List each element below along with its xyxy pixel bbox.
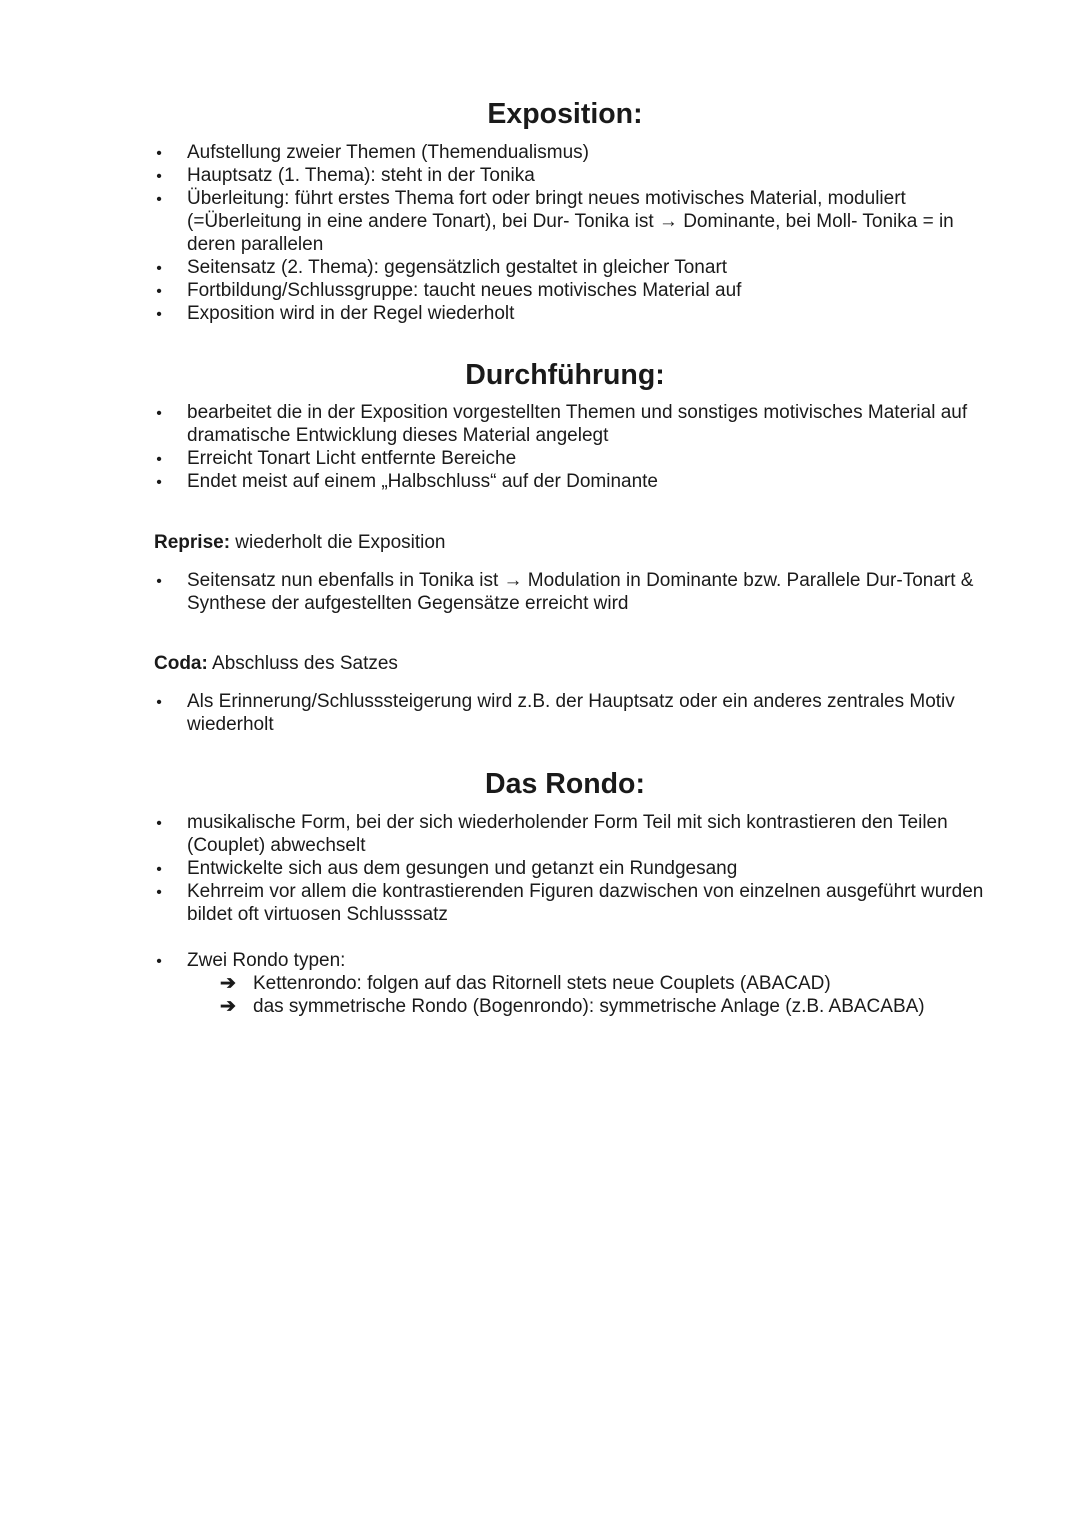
sub-list-item: ➔ Kettenrondo: folgen auf das Ritornell stets neue Couplets (ABACAD) <box>220 973 831 994</box>
coda-label: Coda: <box>154 653 208 674</box>
exposition-heading: Exposition: <box>487 98 643 130</box>
coda-heading <box>154 652 398 675</box>
list-item: • Aufstellung zweier Themen (Themendualismus) <box>0 141 987 164</box>
rondo-types-sublist <box>187 972 1047 1018</box>
bullet-icon <box>153 447 165 471</box>
bullet-icon <box>153 880 165 904</box>
bullet-icon <box>153 302 165 326</box>
list-item: • Erreicht Tonart Licht entfernte Bereiche <box>0 447 987 470</box>
list-item: • Hauptsatz (1. Thema): steht in der Tonika <box>0 164 987 187</box>
bullet-icon <box>153 279 165 303</box>
bullet-icon <box>153 164 165 188</box>
bullet-icon <box>153 470 165 494</box>
list-item: • Entwickelte sich aus dem gesungen und getanzt ein Rundgesang <box>0 857 987 880</box>
bullet-icon <box>153 187 165 211</box>
list-item: • Exposition wird in der Regel wiederholt <box>0 302 987 325</box>
coda-text: Abschluss des Satzes <box>207 653 398 674</box>
list-item <box>0 949 1047 1018</box>
bullet-icon <box>153 949 165 973</box>
bullet-icon <box>153 811 165 835</box>
reprise-heading <box>154 531 446 554</box>
list-item: • Seitensatz (2. Thema): gegensätzlich gestaltet in gleicher Tonart <box>0 256 987 279</box>
bullet-icon <box>153 857 165 881</box>
rondo-heading: Das Rondo: <box>485 768 645 800</box>
rondo-types-label: Zwei Rondo typen: <box>187 950 346 971</box>
reprise-label: Reprise: <box>154 532 231 553</box>
rondo-types-list <box>0 949 1047 1018</box>
bullet-icon <box>153 690 165 714</box>
reprise-list <box>0 569 987 615</box>
arrow-right-icon: ➔ <box>220 996 236 1017</box>
exposition-list <box>0 141 987 325</box>
list-item: • Fortbildung/Schlussgruppe: taucht neues motivisches Material auf <box>0 279 987 302</box>
arrow-right-icon: ➔ <box>220 973 236 994</box>
bullet-icon <box>153 141 165 165</box>
list-item: • bearbeitet die in der Exposition vorgestellten Themen und sonstiges motivisches Material auf dramatische Entwicklung dieses Material angelegt <box>0 401 987 447</box>
reprise-text: wiederholt die Exposition <box>230 532 446 553</box>
list-item: • Endet meist auf einem „Halbschluss“ auf der Dominante <box>0 470 987 493</box>
bullet-icon <box>153 256 165 280</box>
bullet-icon <box>153 569 165 593</box>
rondo-list <box>0 811 987 926</box>
sub-list-item: ➔ das symmetrische Rondo (Bogenrondo): symmetrische Anlage (z.B. ABACABA) <box>220 996 925 1017</box>
bullet-icon <box>153 401 165 425</box>
durchfuehrung-heading: Durchführung: <box>465 359 665 391</box>
list-item: • Kehrreim vor allem die kontrastierenden Figuren dazwischen von einzelnen ausgeführt wurden bildet oft virtuosen Schlusssatz <box>0 880 987 926</box>
coda-list <box>0 690 987 736</box>
list-item: • Seitensatz nun ebenfalls in Tonika ist → Modulation in Dominante bzw. Parallele Dur-Tonart & Synthese der aufgestellten Gegensätze erreicht wird <box>0 569 987 615</box>
list-item: • Überleitung: führt erstes Thema fort oder bringt neues motivisches Material, moduliert (=Überleitung in eine andere Tonart), bei Dur- Tonika ist → Dominante, bei Moll- Tonika = in deren parallelen <box>0 187 987 256</box>
list-item: • Als Erinnerung/Schlusssteigerung wird z.B. der Hauptsatz oder ein anderes zentrales Motiv wiederholt <box>0 690 987 736</box>
durchfuehrung-list <box>0 401 987 493</box>
list-item: • musikalische Form, bei der sich wiederholender Form Teil mit sich kontrastieren den Teilen (Couplet) abwechselt <box>0 811 987 857</box>
